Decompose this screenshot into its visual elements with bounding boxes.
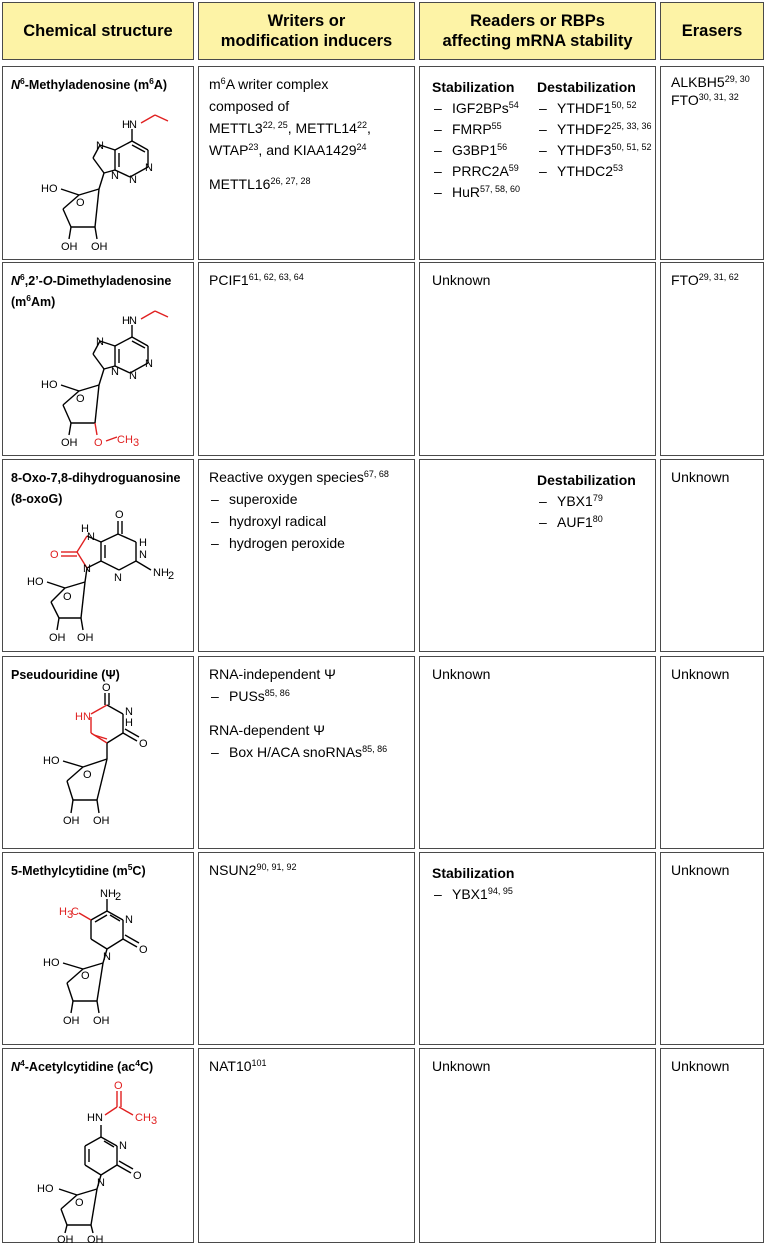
svg-text:N: N <box>96 140 104 152</box>
stabilization-list <box>432 77 520 203</box>
structure-cell-oxog <box>2 459 194 652</box>
header-erasers <box>660 2 764 60</box>
modification-title: 5-Methylcytidine $(m^5C)$ <box>11 862 146 878</box>
header-chemical-structure <box>2 2 194 60</box>
svg-text:O: O <box>139 738 148 750</box>
svg-text:N: N <box>83 563 91 575</box>
svg-text:N: N <box>111 170 119 182</box>
svg-text:OH: OH <box>63 1015 80 1027</box>
eraser-item: FTO$^{29, 31, 62}$ <box>671 272 739 288</box>
svg-text:CH: CH <box>135 1112 151 1124</box>
reader-item: – YTHDF1$^{50, 52}$ <box>539 100 637 116</box>
svg-text:O: O <box>81 970 90 982</box>
svg-text:O: O <box>94 437 103 449</box>
structure-cell-psi <box>2 656 194 849</box>
writer-text: composed of <box>209 98 290 114</box>
erasers-cell-psi <box>660 656 764 849</box>
writer-text: RNA-dependent Ψ <box>209 722 325 738</box>
svg-text:O: O <box>83 769 92 781</box>
header-writers <box>198 2 415 60</box>
svg-text:2: 2 <box>168 570 175 582</box>
reader-item: – $PRRC2A^{59}$ <box>434 163 519 179</box>
svg-text:N: N <box>103 951 111 963</box>
svg-text:N: N <box>125 706 133 718</box>
destabilization-heading: Destabilization <box>537 472 636 488</box>
writer-text: WTAP$^{23}$, and KIAA1429$^{24}$ <box>209 142 367 158</box>
svg-text:3: 3 <box>133 437 140 449</box>
svg-text:H: H <box>125 717 133 729</box>
stabilization-heading: Stabilization <box>432 865 515 881</box>
erasers-unknown: Unknown <box>671 862 730 878</box>
svg-text:N: N <box>139 549 147 561</box>
writer-text: PCIF1$^{61, 62, 63, 64}$ <box>209 272 304 288</box>
svg-text:OH: OH <box>93 815 110 827</box>
readers-unknown: Unknown <box>432 666 491 682</box>
svg-text:H: H <box>122 315 130 327</box>
writer-text: METTL16$^{26, 27, 28}$ <box>209 176 311 192</box>
svg-text:HO: HO <box>43 755 60 767</box>
reader-item: – $AUF1^{80}$ <box>539 514 603 530</box>
erasers-cell-m5c <box>660 852 764 1045</box>
header-text: Readers or RBPs <box>470 12 605 30</box>
svg-text:O: O <box>76 393 85 405</box>
svg-text:OH: OH <box>93 1015 110 1027</box>
structure-cell-ac4c <box>2 1048 194 1243</box>
writers-cell-psi <box>198 656 415 849</box>
svg-text:NH: NH <box>153 567 169 579</box>
readers-cell-m6am <box>419 262 656 456</box>
writer-text: $NAT10^{101}$ <box>209 1058 267 1074</box>
modification-title: $N^4$-Acetylcytidine $(ac^4C)$ <box>11 1058 154 1074</box>
writers-cell-ac4c <box>198 1048 415 1243</box>
writer-text: METTL3$^{22, 25}$, $METTL14^{22}$, <box>209 120 371 136</box>
svg-text:H: H <box>59 906 67 918</box>
readers-unknown: Unknown <box>432 272 491 288</box>
readers-cell-ac4c <box>419 1048 656 1243</box>
writer-item: – superoxide <box>211 491 298 507</box>
svg-text:H: H <box>81 523 89 535</box>
svg-text:OH: OH <box>91 241 108 253</box>
writer-text: $m^6A$ writer complex <box>209 76 329 92</box>
erasers-unknown: Unknown <box>671 1058 730 1074</box>
pseudouridine-structure-diagram <box>3 657 195 850</box>
readers-cell-m5c <box>419 852 656 1045</box>
writer-text: RNA-independent Ψ <box>209 666 336 682</box>
readers-cell-m6a <box>419 66 656 260</box>
svg-text:HN: HN <box>75 711 91 723</box>
svg-text:O: O <box>114 1080 123 1092</box>
svg-text:O: O <box>76 197 85 209</box>
reader-item: – YBX1$^{94, 95}$ <box>434 886 513 902</box>
header-text: Erasers <box>681 22 743 40</box>
stabilization-list <box>432 863 514 905</box>
stabilization-heading: Stabilization <box>432 79 515 95</box>
reader-item: – IGF2BPs$^{54}$ <box>434 100 519 116</box>
writers-cell-m5c <box>198 852 415 1045</box>
svg-text:H: H <box>139 537 147 549</box>
structure-cell-m5c <box>2 852 194 1045</box>
structure-cell-m6a <box>2 66 194 260</box>
modification-title: Pseudouridine (Ψ) <box>11 668 120 682</box>
svg-text:N: N <box>145 162 153 174</box>
erasers-cell-m6am <box>660 262 764 456</box>
modification-title: 8-Oxo-7,8-dihydroguanosine (8-oxoG) <box>11 471 181 506</box>
svg-text:O: O <box>139 944 148 956</box>
svg-text:N: N <box>119 1140 127 1152</box>
header-text: Chemical structure <box>23 22 173 40</box>
m6a-structure-diagram <box>3 67 195 261</box>
readers-cell-oxog <box>419 459 656 652</box>
svg-text:H: H <box>122 119 130 131</box>
svg-text:OH: OH <box>57 1234 74 1244</box>
writer-item: – PUSs$^{85, 86}$ <box>211 688 290 704</box>
reader-item: – $YTHDC2^{53}$ <box>539 163 624 179</box>
structure-cell-m6am <box>2 262 194 456</box>
reader-item: – YTHDF2$^{25, 33, 36}$ <box>539 121 652 137</box>
readers-cell-psi <box>419 656 656 849</box>
writer-item: – Box H/ACA snoRNAs$^{85, 86}$ <box>211 744 388 760</box>
writers-cell-m6a <box>198 66 415 260</box>
svg-text:OH: OH <box>61 241 78 253</box>
svg-text:N: N <box>129 315 137 327</box>
svg-text:N: N <box>97 1177 105 1189</box>
svg-text:O: O <box>115 509 124 521</box>
eraser-item: ALKBH5$^{29, 30}$ <box>671 74 750 90</box>
eraser-item: FTO$^{30, 31, 32}$ <box>671 92 739 108</box>
svg-text:O: O <box>102 682 111 694</box>
writers-cell-oxog <box>198 459 415 652</box>
8-oxog-structure-diagram <box>3 460 195 653</box>
svg-text:O: O <box>75 1197 84 1209</box>
readers-unknown: Unknown <box>432 1058 491 1074</box>
erasers-unknown: Unknown <box>671 666 730 682</box>
svg-text:3: 3 <box>151 1115 158 1127</box>
reader-item: – FMRP$^{55}$ <box>434 121 502 137</box>
svg-text:N: N <box>96 336 104 348</box>
svg-text:NH: NH <box>100 888 116 900</box>
svg-text:HO: HO <box>41 379 58 391</box>
reader-item: – HuR$^{57, 58, 60}$ <box>434 184 521 200</box>
svg-text:N: N <box>129 119 137 131</box>
svg-text:HO: HO <box>41 183 58 195</box>
header-text: affecting mRNA stability <box>442 32 633 50</box>
svg-text:3: 3 <box>67 909 74 921</box>
destabilization-heading: Destabilization <box>537 79 636 95</box>
writers-cell-m6am <box>198 262 415 456</box>
svg-text:HO: HO <box>27 576 44 588</box>
svg-text:C: C <box>71 906 79 918</box>
writer-item: – hydrogen peroxide <box>211 535 345 551</box>
m6am-structure-diagram <box>3 263 195 457</box>
modification-title: $N^6$-Methyladenosine $(m^6A)$ <box>11 76 168 92</box>
erasers-unknown: Unknown <box>671 469 730 485</box>
svg-text:N: N <box>129 370 137 382</box>
reader-item: – $YBX1^{79}$ <box>539 493 603 509</box>
reader-item: – YTHDF3$^{50, 51, 52}$ <box>539 142 652 158</box>
modification-title: $N^6,2’-O$-Dimethyladenosine $(m^6Am)$ <box>11 272 172 309</box>
svg-text:HO: HO <box>43 957 60 969</box>
svg-text:N: N <box>87 531 95 543</box>
svg-text:CH: CH <box>117 434 133 446</box>
svg-text:OH: OH <box>77 632 94 644</box>
writer-item: – hydroxyl radical <box>211 513 327 529</box>
svg-text:H: H <box>87 1112 95 1124</box>
svg-text:OH: OH <box>49 632 66 644</box>
erasers-cell-ac4c <box>660 1048 764 1243</box>
m5c-structure-diagram <box>3 853 195 1046</box>
svg-text:N: N <box>111 366 119 378</box>
header-text: modification inducers <box>220 32 393 50</box>
header-readers <box>419 2 656 60</box>
svg-text:O: O <box>63 591 72 603</box>
erasers-cell-m6a <box>660 66 764 260</box>
destabilization-list <box>537 77 652 182</box>
svg-text:OH: OH <box>63 815 80 827</box>
ac4c-structure-diagram <box>3 1049 195 1244</box>
svg-text:OH: OH <box>61 437 78 449</box>
svg-text:HO: HO <box>37 1183 54 1195</box>
erasers-cell-oxog <box>660 459 764 652</box>
svg-text:OH: OH <box>87 1234 104 1244</box>
writer-text: Reactive oxygen species$^{67, 68}$ <box>209 469 389 485</box>
svg-text:N: N <box>125 914 133 926</box>
reader-item: – $G3BP1^{56}$ <box>434 142 508 158</box>
svg-text:N: N <box>95 1112 103 1124</box>
svg-text:N: N <box>129 174 137 186</box>
header-text: Writers or <box>267 12 346 30</box>
svg-text:O: O <box>133 1170 142 1182</box>
svg-text:N: N <box>145 358 153 370</box>
svg-text:2: 2 <box>115 891 122 903</box>
destabilization-list <box>537 470 636 533</box>
writer-text: NSUN2$^{90, 91, 92}$ <box>209 862 297 878</box>
svg-text:N: N <box>114 572 122 584</box>
svg-text:O: O <box>50 549 59 561</box>
